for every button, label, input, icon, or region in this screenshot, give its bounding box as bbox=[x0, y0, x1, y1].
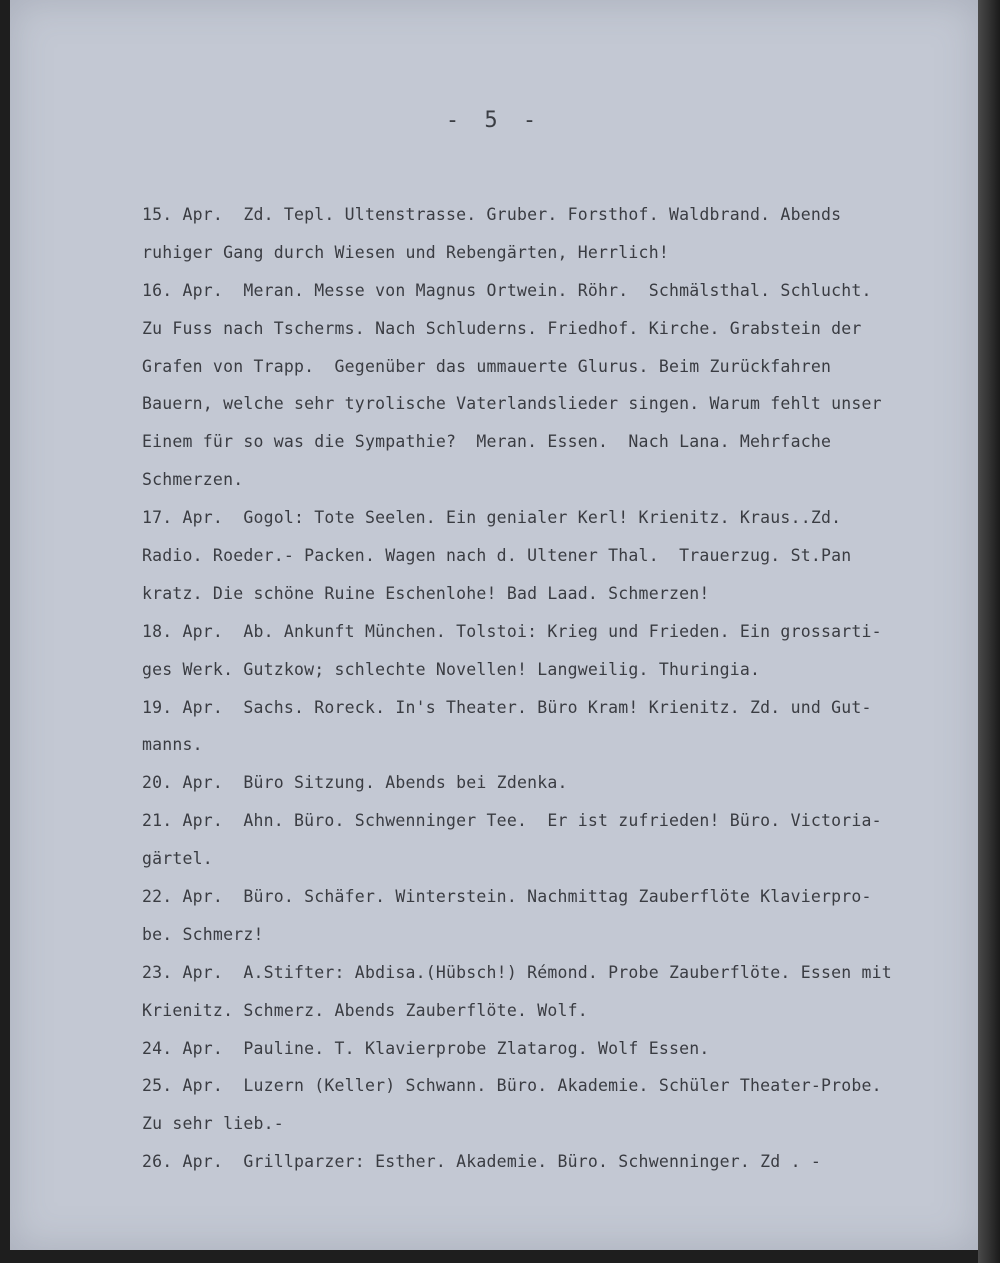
text-line: Schmerzen. bbox=[142, 470, 244, 490]
text-line: 15. Apr. Zd. Tepl. Ultenstrasse. Gruber. Forsthof. Waldbrand. Abends bbox=[142, 205, 842, 224]
binding-edge bbox=[978, 0, 1000, 1263]
text-line: manns. bbox=[142, 735, 203, 755]
page-number: - 5 - bbox=[445, 108, 543, 133]
text-line: 16. Apr. Meran. Messe von Magnus Ortwein. Röhr. Schmälsthal. Schlucht. bbox=[142, 280, 872, 300]
text-line: Zu sehr lieb.- bbox=[142, 1114, 284, 1134]
diary-entries bbox=[142, 196, 962, 1181]
text-line: gärtel. bbox=[142, 849, 213, 869]
text-line: Grafen von Trapp. Gegenüber das ummauerte Glurus. Beim Zurückfahren bbox=[142, 356, 832, 376]
text-line: 20. Apr. Büro Sitzung. Abends bei Zdenka. bbox=[142, 773, 568, 793]
text-line: 25. Apr. Luzern (Keller) Schwann. Büro. Akademie. Schüler Theater-Probe. bbox=[142, 1076, 882, 1096]
text-line: 24. Apr. Pauline. T. Klavierprobe Zlatarog. Wolf Essen. bbox=[142, 1038, 710, 1058]
text-line: 22. Apr. Büro. Schäfer. Winterstein. Nachmittag Zauberflöte Klavierpro- bbox=[142, 887, 872, 907]
text-line: 17. Apr. Gogol: Tote Seelen. Ein genialer Kerl! Krienitz. Kraus..Zd. bbox=[142, 508, 842, 528]
text-line: Radio. Roeder.- Packen. Wagen nach d. Ultener Thal. Trauerzug. St.Pan bbox=[142, 546, 852, 566]
text-line: Einem für so was die Sympathie? Meran. Essen. Nach Lana. Mehrfache bbox=[142, 432, 832, 452]
text-line: ges Werk. Gutzkow; schlechte Novellen! Langweilig. Thuringia. bbox=[142, 659, 761, 679]
text-line: ruhiger Gang durch Wiesen und Rebengärten, Herrlich! bbox=[142, 242, 669, 262]
text-line: 23. Apr. A.Stifter: Abdisa.(Hübsch!) Rémond. Probe Zauberflöte. Essen mit bbox=[142, 962, 892, 982]
text-line: Krienitz. Schmerz. Abends Zauberflöte. Wolf. bbox=[142, 1000, 588, 1020]
text-line: 21. Apr. Ahn. Büro. Schwenninger Tee. Er ist zufrieden! Büro. Victoria- bbox=[142, 811, 882, 831]
text-line: 26. Apr. Grillparzer: Esther. Akademie. Büro. Schwenninger. Zd . - bbox=[142, 1152, 821, 1172]
text-line: kratz. Die schöne Ruine Eschenlohe! Bad Laad. Schmerzen! bbox=[142, 583, 710, 603]
text-line: be. Schmerz! bbox=[142, 924, 264, 944]
text-line: Bauern, welche sehr tyrolische Vaterlandslieder singen. Warum fehlt unser bbox=[142, 394, 882, 414]
text-line: 18. Apr. Ab. Ankunft München. Tolstoi: Krieg und Frieden. Ein grossarti- bbox=[142, 621, 882, 641]
text-line: Zu Fuss nach Tscherms. Nach Schluderns. Friedhof. Kirche. Grabstein der bbox=[142, 318, 862, 338]
typewritten-page bbox=[10, 0, 978, 1250]
text-line: 19. Apr. Sachs. Roreck. In's Theater. Büro Kram! Krienitz. Zd. und Gut- bbox=[142, 697, 872, 717]
